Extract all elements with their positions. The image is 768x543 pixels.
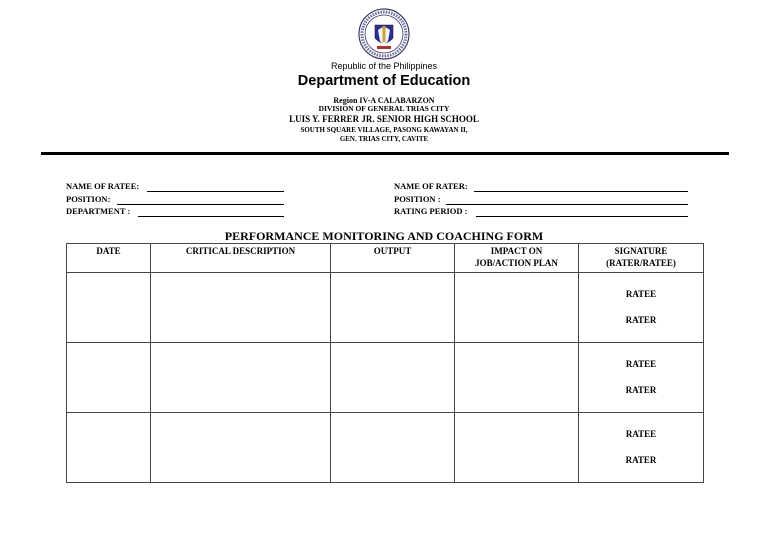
critical-cell[interactable] xyxy=(151,273,331,343)
col-date-header: DATE xyxy=(67,244,151,273)
form-title: PERFORMANCE MONITORING AND COACHING FORM xyxy=(224,229,544,243)
rater-signature-label: RATER xyxy=(625,455,657,465)
header-divider xyxy=(41,152,729,155)
signature-cell[interactable] xyxy=(579,343,704,413)
deped-seal-icon xyxy=(358,8,410,60)
rater-signature-label: RATER xyxy=(625,385,657,395)
signature-cell[interactable] xyxy=(579,273,704,343)
ratee-position-label: POSITION: xyxy=(66,194,111,204)
rater-name-field[interactable] xyxy=(474,191,688,192)
table-row xyxy=(67,343,704,413)
rating-period-label: RATING PERIOD : xyxy=(394,206,468,216)
table-row xyxy=(67,273,704,343)
ratee-name-label: NAME OF RATEE: xyxy=(66,181,140,191)
impact-cell[interactable] xyxy=(455,343,579,413)
school-name: LUIS Y. FERRER JR. SENIOR HIGH SCHOOL xyxy=(289,114,479,124)
address-line-2: GEN. TRIAS CITY, CAVITE xyxy=(339,135,429,143)
department-title: Department of Education xyxy=(297,73,471,89)
date-cell[interactable] xyxy=(67,273,151,343)
col-impact-header: IMPACT ON JOB/ACTION PLAN xyxy=(455,244,579,273)
output-cell[interactable] xyxy=(331,273,455,343)
ratee-name-field[interactable] xyxy=(147,191,284,192)
date-cell[interactable] xyxy=(67,413,151,483)
division-label: DIVISION OF GENERAL TRIAS CITY xyxy=(318,104,450,113)
critical-cell[interactable] xyxy=(151,343,331,413)
rater-position-field[interactable] xyxy=(446,204,688,205)
ratee-signature-label: RATEE xyxy=(625,289,657,299)
table-header-row xyxy=(67,244,704,273)
republic-label: Republic of the Philippines xyxy=(330,61,438,71)
date-cell[interactable] xyxy=(67,343,151,413)
department-label: DEPARTMENT : xyxy=(66,206,131,216)
signature-cell[interactable] xyxy=(579,413,704,483)
col-critical-header: CRITICAL DESCRIPTION xyxy=(151,244,331,273)
rater-position-label: POSITION : xyxy=(394,194,441,204)
rater-signature-label: RATER xyxy=(625,315,657,325)
address-line-1: SOUTH SQUARE VILLAGE, PASONG KAWAYAN II, xyxy=(300,126,468,134)
impact-cell[interactable] xyxy=(455,413,579,483)
rating-period-field[interactable] xyxy=(476,216,688,217)
ratee-signature-label: RATEE xyxy=(625,429,657,439)
ratee-position-field[interactable] xyxy=(117,204,284,205)
rater-name-label: NAME OF RATER: xyxy=(394,181,468,191)
output-cell[interactable] xyxy=(331,343,455,413)
ratee-signature-label: RATEE xyxy=(625,359,657,369)
impact-cell[interactable] xyxy=(455,273,579,343)
col-signature-header: SIGNATURE (RATER/RATEE) xyxy=(579,244,704,273)
region-label: Region IV-A CALABARZON xyxy=(333,96,435,105)
output-cell[interactable] xyxy=(331,413,455,483)
table-row xyxy=(67,413,704,483)
coaching-table xyxy=(66,243,704,483)
col-output-header: OUTPUT xyxy=(331,244,455,273)
critical-cell[interactable] xyxy=(151,413,331,483)
department-field[interactable] xyxy=(138,216,284,217)
